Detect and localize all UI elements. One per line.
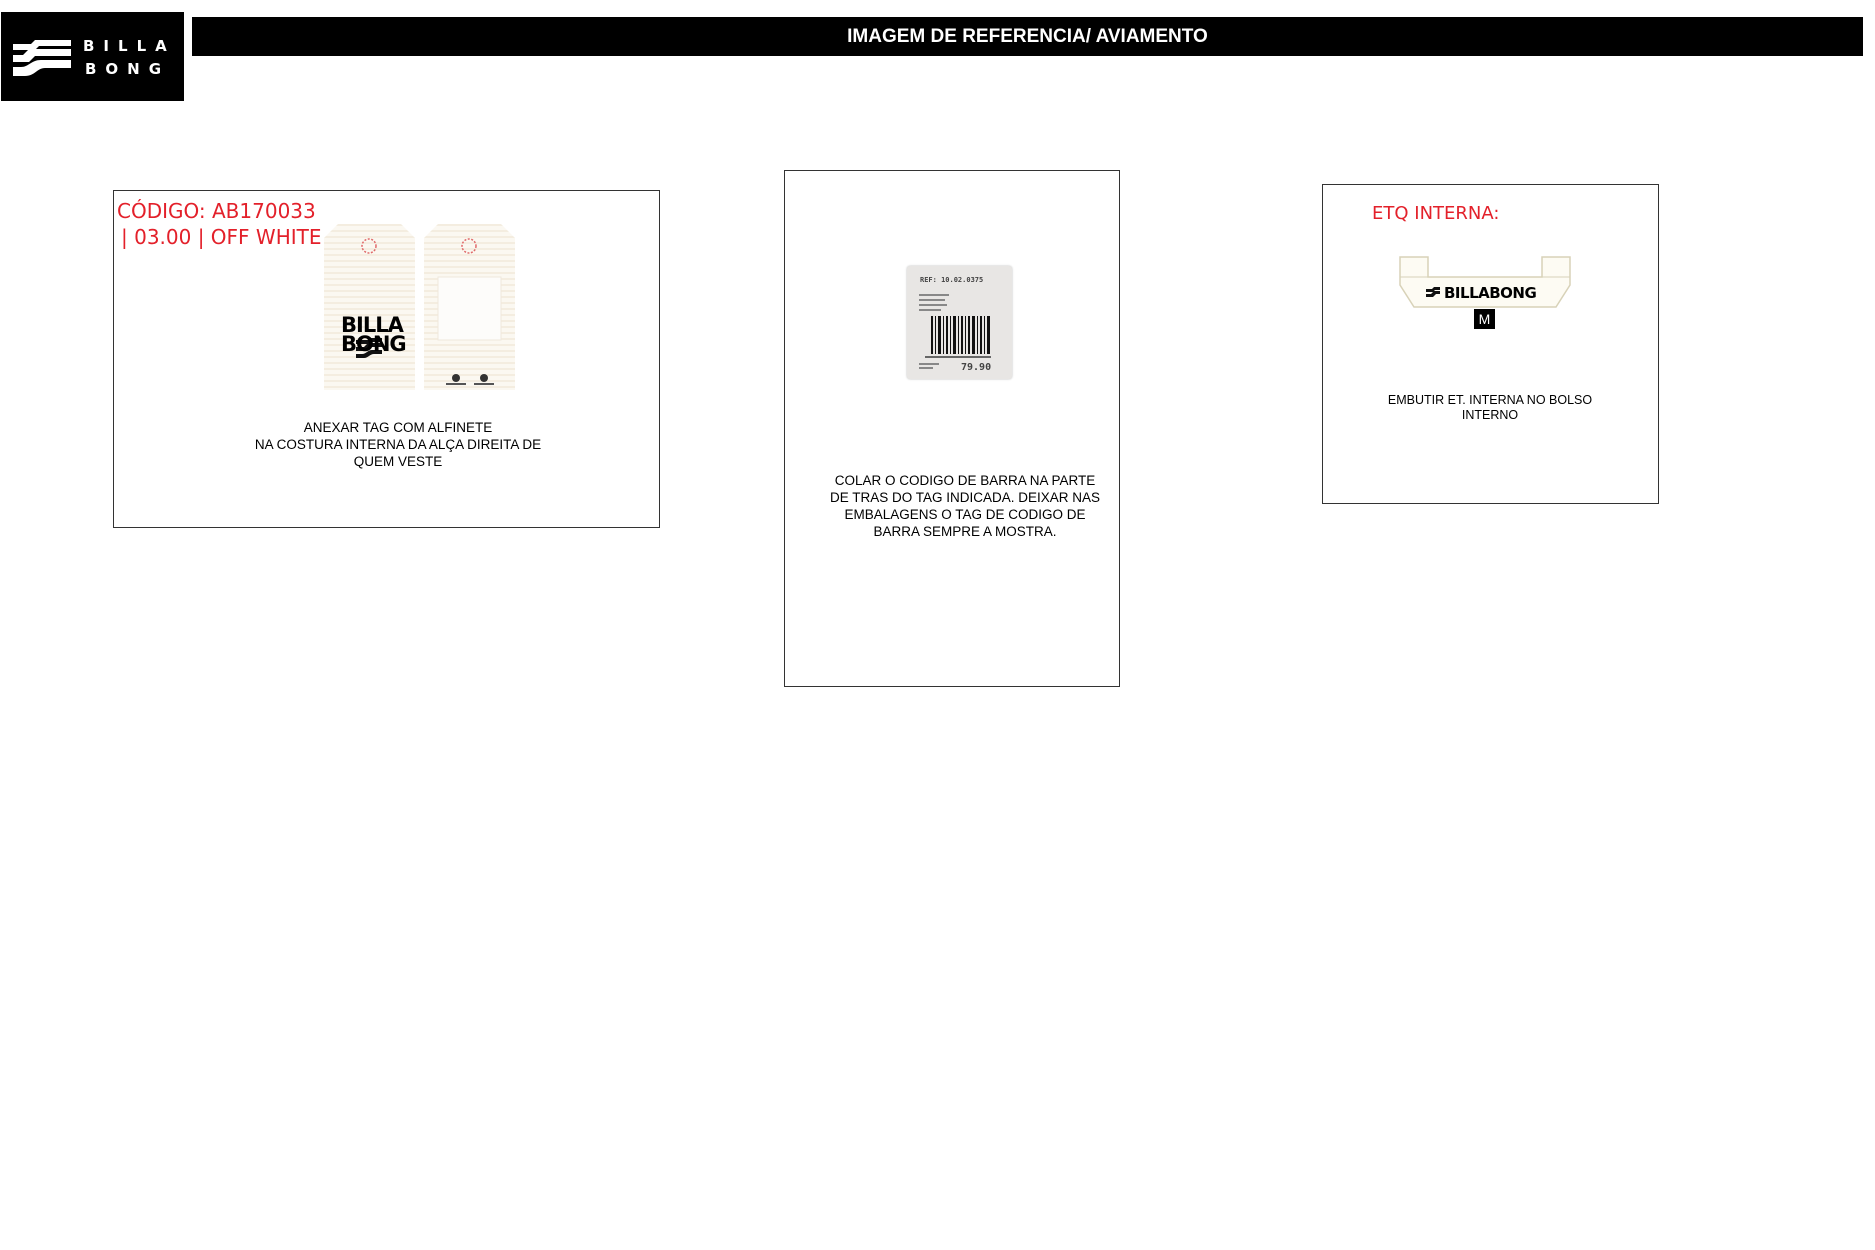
barcode-instruction-line3: EMBALAGENS O TAG DE CODIGO DE — [844, 507, 1086, 522]
internal-label-instruction — [1340, 393, 1640, 423]
hangtag-instruction-line3: QUEM VESTE — [353, 454, 443, 469]
product-code-line2: | 03.00 | OFF WHITE — [121, 225, 322, 249]
page-title: IMAGEM DE REFERENCIA/ AVIAMENTO — [192, 17, 1863, 56]
hangtag-brand-line1: BILLA — [341, 313, 403, 337]
barcode-sticker-image — [907, 266, 1012, 379]
barcode-panel — [784, 170, 1120, 687]
barcode-instruction-line4: BARRA SEMPRE A MOSTRA. — [873, 524, 1057, 539]
hangtag-back-image — [424, 224, 515, 390]
sticker-price: 79.90 — [961, 362, 992, 373]
barcode-instruction-line1: COLAR O CODIGO DE BARRA NA PARTE — [834, 473, 1096, 488]
internal-label-panel — [1322, 184, 1659, 504]
barcode-instruction — [812, 472, 1118, 540]
internal-label-instruction-line1: EMBUTIR ET. INTERNA NO BOLSO — [1387, 393, 1593, 407]
size-badge: M — [1474, 309, 1495, 329]
hangtag-brand-line2: BONG — [341, 332, 406, 356]
internal-label-brand: BILLABONG — [1444, 284, 1537, 302]
brand-logo — [1, 12, 184, 101]
hangtag-instruction-line2: NA COSTURA INTERNA DA ALÇA DIREITA DE — [254, 437, 542, 452]
hangtag-instruction — [198, 419, 598, 470]
internal-label-title: ETQ INTERNA: — [1372, 203, 1500, 224]
barcode-icon — [917, 292, 1002, 372]
internal-label-instruction-line2: INTERNO — [1461, 408, 1519, 422]
product-code-line1: CÓDIGO: AB170033 — [117, 199, 316, 223]
billabong-wave-icon — [13, 40, 71, 80]
hangtag-brand-text — [341, 313, 406, 356]
logo-text-line1: BILLA — [83, 37, 176, 55]
hangtag-instruction-line1: ANEXAR TAG COM ALFINETE — [303, 420, 493, 435]
product-code — [117, 198, 321, 250]
barcode-instruction-line2: DE TRAS DO TAG INDICADA. DEIXAR NAS — [829, 490, 1101, 505]
logo-text-line2: BONG — [85, 60, 171, 78]
sticker-ref: REF: 10.02.0375 — [920, 276, 984, 284]
hangtag-front-image — [324, 224, 415, 390]
